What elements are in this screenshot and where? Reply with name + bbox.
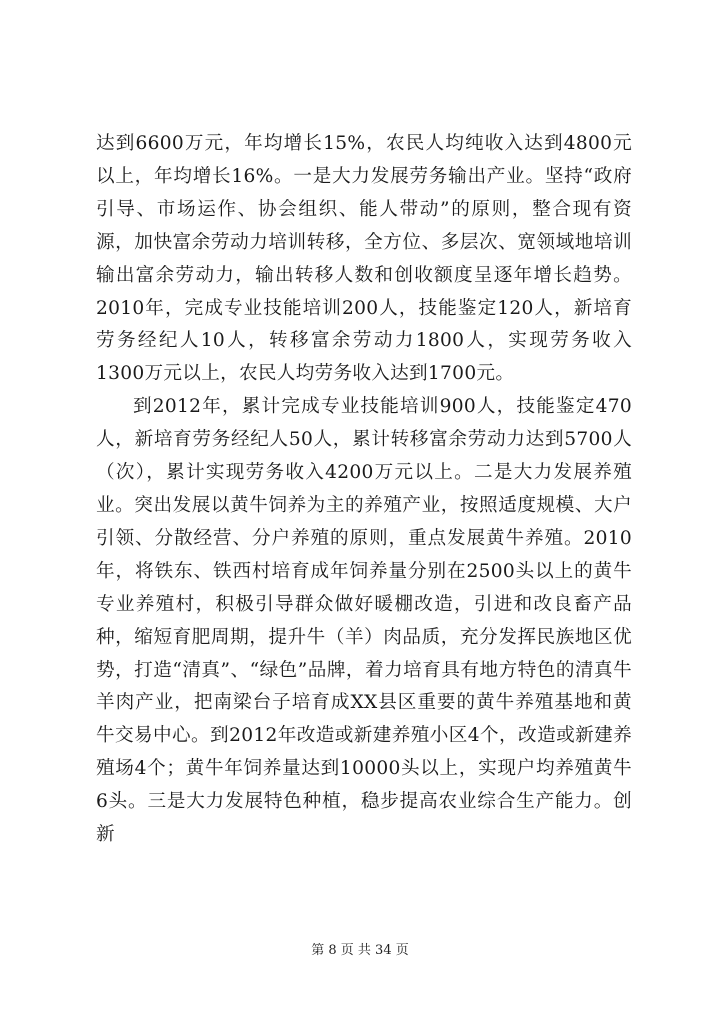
document-body: [96, 128, 632, 852]
page-footer: 第 8 页 共 34 页: [311, 943, 409, 958]
paragraph-1: 达到6600万元，年均增长15%，农民人均纯收入达到4800元以上，年均增长16%。一是大力发展劳务输出产业。坚持“政府引导、市场运作、协会组织、能人带动”的原则，整合现有资源，加快富余劳动力培训转移，全方位、多层次、宽领域地培训输出富余劳动力，输出转移人数和创收额度呈逐年增长趋势。2010年，完成专业技能培训200人，技能鉴定120人，新培育劳务经纪人10人，转移富余劳动力1800人，实现劳务收入1300万元以上，农民人均劳务收入达到1700元。: [96, 133, 632, 385]
paragraph-2: 到2012年，累计完成专业技能培训900人，技能鉴定470人，新培育劳务经纪人50人，累计转移富余劳动力达到5700人（次），累计实现劳务收入4200万元以上。二是大力发展养殖业。突出发展以黄牛饲养为主的养殖产业，按照适度规模、大户引领、分散经营、分户养殖的原则，重点发展黄牛养殖。2010年，将铁东、铁西村培育成年饲养量分别在2500头以上的黄牛专业养殖村，积极引导群众做好暖棚改造，引进和改良畜产品种，缩短育肥周期，提升牛（羊）肉品质，充分发挥民族地区优势，打造“清真”、“绿色”品牌，着力培育具有地方特色的清真牛羊肉产业，把南梁台子培育成XX县区重要的黄牛养殖基地和黄牛交易中心。到2012年改造或新建养殖小区4个，改造或新建养殖场4个；黄牛年饲养量达到10000头以上，实现户均养殖黄牛6头。三是大力发展特色种植，稳步提高农业综合生产能力。创新: [96, 396, 632, 846]
